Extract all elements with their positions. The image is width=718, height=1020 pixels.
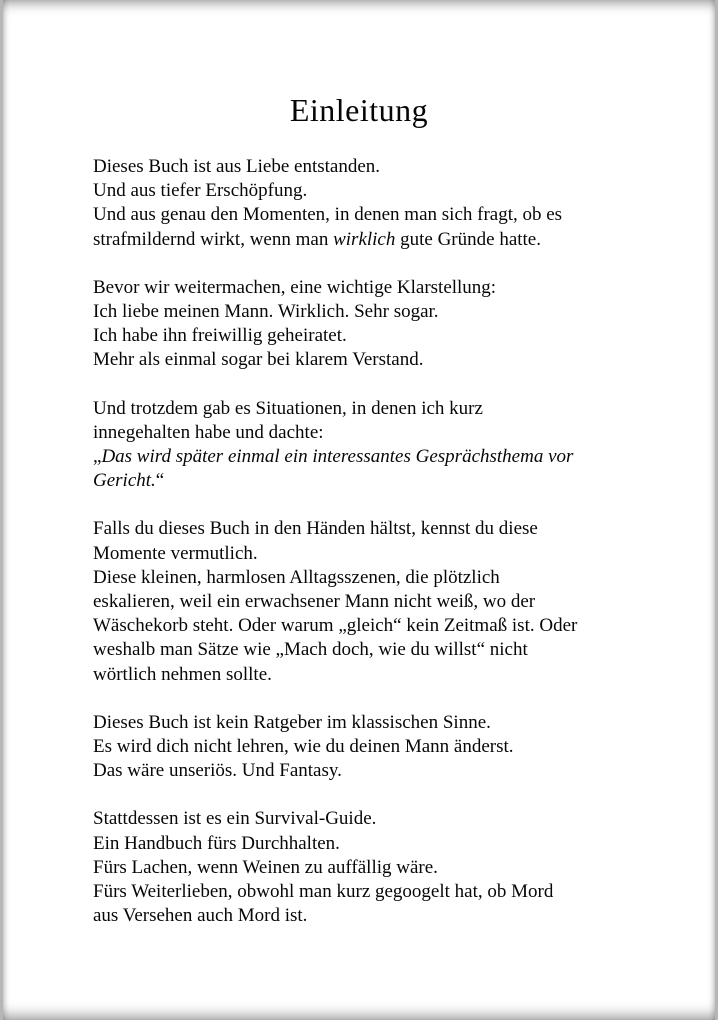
text-segment: Mehr als einmal sogar bei klarem Verstand.	[93, 349, 424, 371]
text-line	[93, 638, 645, 662]
page-content	[93, 155, 645, 928]
text-line	[93, 276, 645, 300]
book-page	[3, 0, 715, 1020]
text-segment: Diese kleinen, harmlosen Alltagsszenen, die plötzlich	[93, 566, 500, 588]
italic-text-segment: wirklich	[333, 228, 396, 250]
text-segment: Dieses Buch ist kein Ratgeber im klassischen Sinne.	[93, 711, 491, 733]
text-line	[93, 155, 645, 179]
text-line	[93, 179, 645, 203]
paragraph	[93, 276, 645, 373]
paragraph	[93, 517, 645, 686]
text-segment: innegehalten habe und dachte:	[93, 421, 324, 443]
text-line	[93, 469, 645, 493]
text-segment: Und trotzdem gab es Situationen, in denen ich kurz	[93, 397, 483, 419]
text-segment: Ich liebe meinen Mann. Wirklich. Sehr sogar.	[93, 301, 439, 323]
text-line	[93, 807, 645, 831]
text-segment: Und aus tiefer Erschöpfung.	[93, 180, 308, 202]
text-line	[93, 421, 645, 445]
text-segment: Momente vermutlich.	[93, 542, 258, 564]
text-line	[93, 880, 645, 904]
text-segment: Bevor wir weitermachen, eine wichtige Klarstellung:	[93, 276, 497, 298]
italic-text-segment: Gericht.	[93, 470, 156, 492]
text-segment: Das wäre unseriös. Und Fantasy.	[93, 760, 342, 782]
text-line	[93, 445, 645, 469]
text-segment: strafmildernd wirkt, wenn man	[93, 228, 334, 250]
text-line	[93, 517, 645, 541]
text-line	[93, 759, 645, 783]
paragraph	[93, 807, 645, 928]
text-line	[93, 735, 645, 759]
text-segment: „	[93, 446, 102, 468]
paragraph	[93, 711, 645, 784]
text-line	[93, 566, 645, 590]
text-line	[93, 348, 645, 372]
paragraph	[93, 397, 645, 494]
text-line	[93, 324, 645, 348]
text-line	[93, 832, 645, 856]
text-line	[93, 663, 645, 687]
paragraph	[93, 155, 645, 252]
page-title: Einleitung	[289, 92, 429, 128]
text-segment: aus Versehen auch Mord ist.	[93, 905, 308, 927]
text-segment: Ein Handbuch fürs Durchhalten.	[93, 832, 340, 854]
text-line	[93, 614, 645, 638]
text-line	[93, 856, 645, 880]
text-line	[93, 300, 645, 324]
text-segment: Fürs Lachen, wenn Weinen zu auffällig wäre.	[93, 856, 438, 878]
text-segment: Fürs Weiterlieben, obwohl man kurz gegoogelt hat, ob Mord	[93, 881, 554, 903]
text-segment: Dieses Buch ist aus Liebe entstanden.	[93, 156, 381, 177]
text-line	[93, 397, 645, 421]
text-segment: Ich habe ihn freiwillig geheiratet.	[93, 325, 347, 347]
text-segment: Es wird dich nicht lehren, wie du deinen Mann änderst.	[93, 736, 514, 758]
text-segment: eskalieren, weil ein erwachsener Mann nicht weiß, wo der	[93, 591, 536, 613]
text-segment: “	[155, 470, 165, 492]
text-segment: weshalb man Sätze wie „Mach doch, wie du willst“ nicht	[93, 639, 528, 661]
text-segment: wörtlich nehmen sollte.	[93, 663, 272, 685]
text-line	[93, 590, 645, 614]
italic-text-segment: Das wird später einmal ein interessantes Gesprächsthema vor	[101, 446, 574, 468]
text-line	[93, 228, 645, 252]
text-segment: Stattdessen ist es ein Survival-Guide.	[93, 808, 377, 830]
text-segment: gute Gründe hatte.	[395, 228, 541, 250]
text-line	[93, 711, 645, 735]
text-segment: Wäschekorb steht. Oder warum „gleich“ kein Zeitmaß ist. Oder	[93, 615, 578, 637]
text-line	[93, 542, 645, 566]
text-line	[93, 203, 645, 227]
text-segment: Falls du dieses Buch in den Händen hältst, kennst du diese	[93, 518, 538, 540]
text-line	[93, 904, 645, 928]
text-segment: Und aus genau den Momenten, in denen man sich fragt, ob es	[93, 204, 563, 226]
